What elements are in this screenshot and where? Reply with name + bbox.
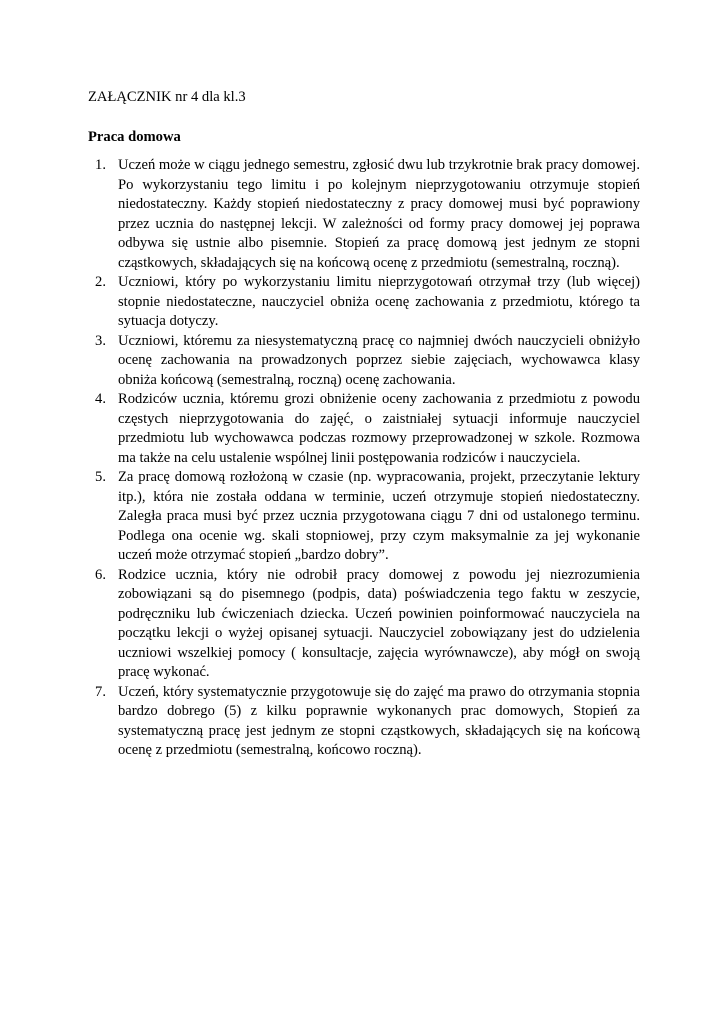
list-item-number: 1. xyxy=(95,157,106,173)
list-item-text: Uczeń, który systematycznie przygotowuje się do zajęć ma prawo do otrzymania stopnia bardzo dobrego (5) z kilku poprawnie wykonanych prac domowych, Stopień za systematyczną pracę jest jednym ze stopni cząstkowych, składających się na końcową ocenę z przedmiotu (semestralną, końcowo roczną). xyxy=(118,683,640,758)
list-item-number: 5. xyxy=(95,469,106,485)
list-item-text: Rodziców ucznia, któremu grozi obniżenie oceny zachowania z przedmiotu z powodu częstych nieprzygotowania do zajęć, o zaistniałej sytuacji informuje nauczyciel przedmiotu lub wychowawca podczas rozmowy przeprowadzonej w szkole. Rozmowa ma także na celu ustalenie wspólnej linii postępowania rodziców i nauczyciela. xyxy=(118,391,640,466)
list-item-number: 7. xyxy=(95,683,106,700)
rules-list xyxy=(88,156,640,761)
attachment-title: ZAŁĄCZNIK nr 4 dla kl.3 xyxy=(88,89,246,105)
list-item-text: Uczniowi, który po wykorzystaniu limitu nieprzygotowań otrzymał trzy (lub więcej) stopnie niedostateczne, nauczyciel obniża ocenę zachowania z przedmiotu, którego ta sytuacja dotyczy. xyxy=(118,274,640,329)
list-item xyxy=(88,468,640,566)
list-item xyxy=(88,683,640,761)
list-item xyxy=(88,390,640,468)
list-item-text: Uczeń może w ciągu jednego semestru, zgłosić dwu lub trzykrotnie brak pracy domowej. Po wykorzystaniu tego limitu i po kolejnym nieprzygotowaniu otrzymuje stopień niedostateczny. Każdy stopień niedostateczny z pracy domowej musi być poprawiony przez ucznia do następnej lekcji. W zależności od formy pracy domowej jej poprawa odbywa się ustnie albo pisemnie. Stopień za pracę domową jest jednym ze stopni cząstkowych, składających się na końcową ocenę z przedmiotu (semestralną, roczną). xyxy=(118,157,640,271)
list-item-number: 2. xyxy=(95,274,106,290)
list-item-text: Za pracę domową rozłożoną w czasie (np. wypracowania, projekt, przeczytanie lektury itp.), która nie została oddana w terminie, uczeń otrzymuje stopień niedostateczny. Zaległa praca musi być przez ucznia przygotowana ciągu 7 dni od ustalonego terminu. Podlega ona ocenie wg. skali stopniowej, przy czym maksymalnie za jej wykonanie uczeń może otrzymać stopień „bardzo dobry”. xyxy=(118,469,640,563)
list-item-number: 3. xyxy=(95,332,106,349)
list-item-number: 4. xyxy=(95,391,106,407)
list-item-text: Uczniowi, któremu za niesystematyczną pracę co najmniej dwóch nauczycieli obniżyło ocenę zachowania na prowadzonych poprzez siebie zajęciach, wychowawca klasy obniża końcową (semestralną, roczną) ocenę zachowania. xyxy=(118,332,640,388)
list-item-number: 6. xyxy=(95,566,106,583)
list-item xyxy=(88,156,640,273)
list-item xyxy=(88,566,640,683)
list-item xyxy=(88,273,640,332)
list-item-text: Rodzice ucznia, który nie odrobił pracy domowej z powodu jej niezrozumienia zobowiązani są do pisemnego (podpis, data) poświadczenia tego faktu w zeszycie, podręczniku lub ćwiczeniach dziecka. Uczeń powinien poinformować nauczyciela na początku lekcji o wyżej opisanej sytuacji. Nauczyciel zobowiązany jest do udzielenia uczniowi wszelkiej pomocy ( konsultacje, zajęcia wyrównawcze), aby mógł on swoją pracę wykonać. xyxy=(118,566,640,680)
list-item xyxy=(88,332,640,391)
section-title: Praca domowa xyxy=(88,129,181,145)
